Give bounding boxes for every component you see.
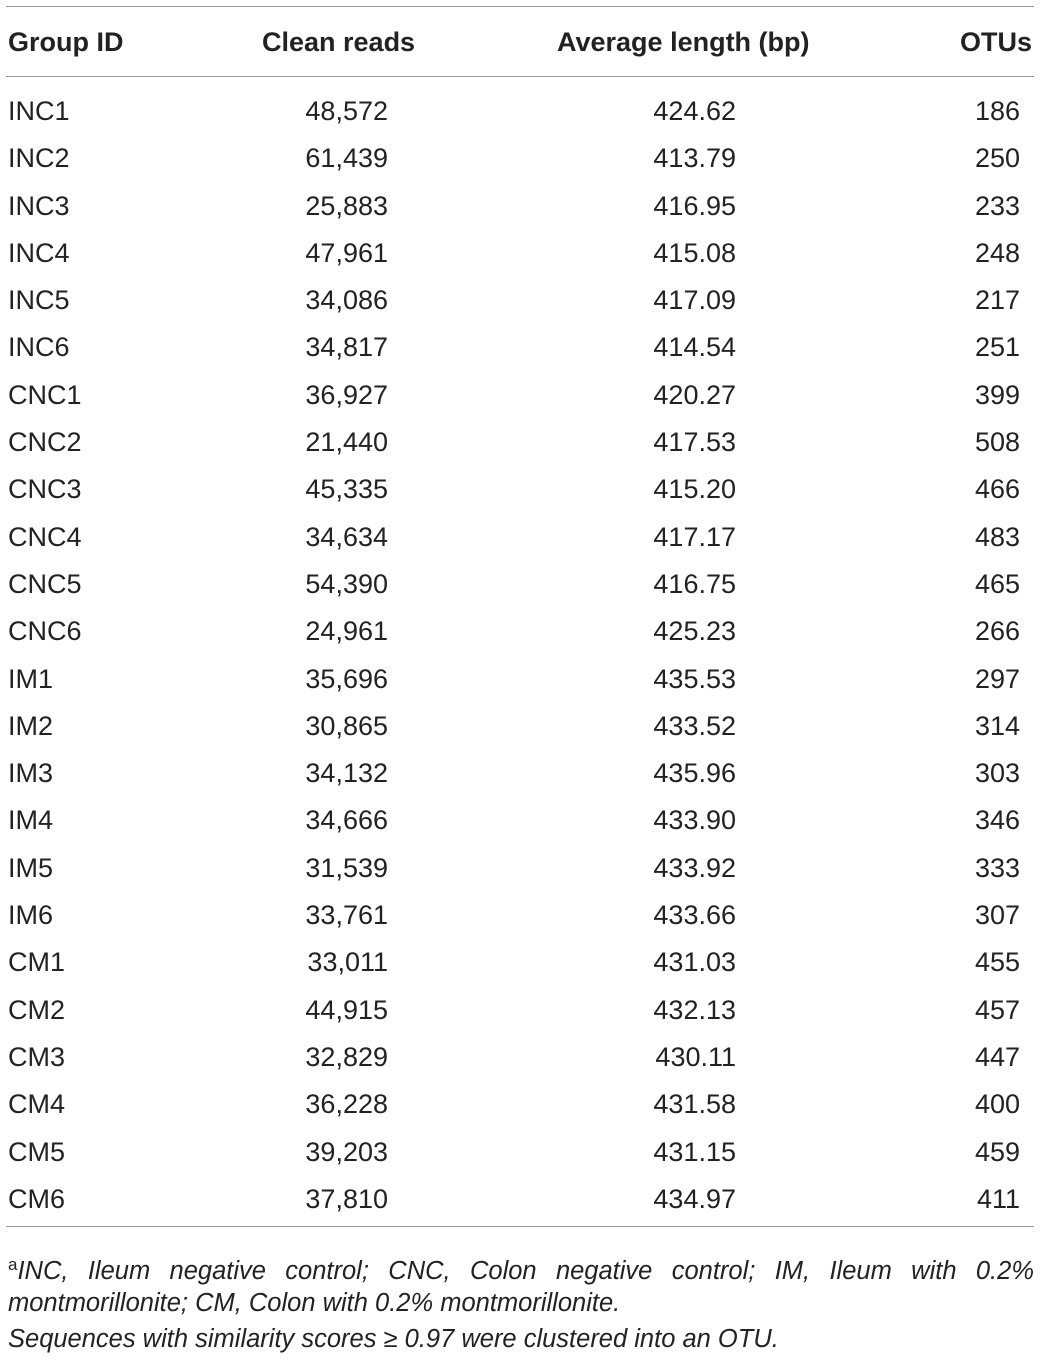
cell-otus: 459 bbox=[974, 1136, 1020, 1167]
cell-clean-reads: 30,865 bbox=[305, 710, 388, 741]
cell-group-id: IM4 bbox=[8, 805, 54, 836]
cell-clean-reads: 32,829 bbox=[305, 1041, 388, 1072]
table-top-rule bbox=[6, 6, 1034, 7]
footnote-line-3: Sequences with similarity scores ≥ 0.97 were clustered into an OTU. bbox=[8, 1325, 779, 1353]
cell-group-id: CM5 bbox=[8, 1136, 66, 1167]
cell-otus: 266 bbox=[974, 616, 1020, 647]
cell-otus: 455 bbox=[974, 947, 1020, 978]
cell-clean-reads: 36,228 bbox=[305, 1089, 388, 1120]
cell-otus: 483 bbox=[974, 521, 1020, 552]
cell-group-id: INC3 bbox=[8, 190, 70, 221]
table-row bbox=[0, 797, 1040, 844]
cell-group-id: CNC3 bbox=[8, 474, 82, 505]
cell-average-length: 424.62 bbox=[653, 96, 736, 126]
cell-average-length: 430.11 bbox=[655, 1041, 736, 1072]
cell-average-length: 432.13 bbox=[653, 994, 736, 1025]
cell-clean-reads: 54,390 bbox=[305, 568, 388, 599]
table-row bbox=[0, 230, 1040, 277]
cell-group-id: CM6 bbox=[8, 1183, 66, 1214]
cell-clean-reads: 34,817 bbox=[305, 332, 388, 363]
header-group-id: Group ID bbox=[8, 27, 124, 57]
table-row bbox=[0, 1034, 1040, 1081]
cell-otus: 447 bbox=[974, 1041, 1020, 1072]
cell-average-length: 433.52 bbox=[653, 710, 736, 741]
header-rule bbox=[6, 76, 1034, 77]
footnote-line-2: montmorillonite; CM, Colon with 0.2% montmorillonite. bbox=[8, 1289, 621, 1317]
cell-otus: 251 bbox=[974, 332, 1020, 363]
cell-otus: 250 bbox=[974, 143, 1020, 174]
cell-group-id: CNC1 bbox=[8, 379, 82, 410]
cell-average-length: 431.58 bbox=[653, 1089, 736, 1120]
table-row bbox=[0, 514, 1040, 561]
cell-group-id: CM1 bbox=[8, 947, 66, 978]
cell-otus: 307 bbox=[974, 900, 1020, 931]
cell-otus: 465 bbox=[974, 568, 1020, 599]
cell-group-id: IM3 bbox=[8, 758, 54, 789]
cell-group-id: CNC6 bbox=[8, 616, 82, 647]
cell-otus: 466 bbox=[974, 474, 1020, 505]
cell-average-length: 417.17 bbox=[653, 521, 736, 552]
cell-group-id: CM2 bbox=[8, 994, 66, 1025]
cell-otus: 411 bbox=[976, 1183, 1020, 1214]
table-row bbox=[0, 419, 1040, 466]
table-row bbox=[0, 466, 1040, 513]
table-row bbox=[0, 750, 1040, 797]
cell-group-id: CNC2 bbox=[8, 427, 82, 458]
cell-clean-reads: 31,539 bbox=[305, 852, 388, 883]
cell-clean-reads: 61,439 bbox=[305, 143, 388, 174]
cell-average-length: 431.03 bbox=[653, 947, 736, 978]
cell-average-length: 416.75 bbox=[653, 568, 736, 599]
cell-group-id: INC1 bbox=[8, 96, 70, 126]
cell-otus: 233 bbox=[974, 190, 1020, 221]
table-row bbox=[0, 324, 1040, 371]
cell-clean-reads: 39,203 bbox=[305, 1136, 388, 1167]
cell-clean-reads: 48,572 bbox=[305, 96, 388, 126]
table-row bbox=[0, 561, 1040, 608]
cell-clean-reads: 34,086 bbox=[305, 285, 388, 316]
cell-average-length: 431.15 bbox=[653, 1136, 736, 1167]
cell-otus: 303 bbox=[974, 758, 1020, 789]
header-average-length: Average length (bp) bbox=[557, 27, 810, 57]
table-body bbox=[0, 88, 1040, 1223]
cell-group-id: IM5 bbox=[8, 852, 54, 883]
table-row bbox=[0, 987, 1040, 1034]
cell-average-length: 425.23 bbox=[653, 616, 736, 647]
cell-group-id: IM1 bbox=[8, 663, 54, 694]
table-row bbox=[0, 939, 1040, 986]
cell-clean-reads: 45,335 bbox=[305, 474, 388, 505]
cell-average-length: 435.96 bbox=[653, 758, 736, 789]
cell-clean-reads: 33,011 bbox=[307, 947, 388, 978]
cell-group-id: INC2 bbox=[8, 143, 70, 174]
table-row bbox=[0, 703, 1040, 750]
cell-otus: 346 bbox=[974, 805, 1020, 836]
table-row bbox=[0, 372, 1040, 419]
footnote-text-1: INC, Ileum negative control; CNC, Colon negative control; IM, Ileum with 0.2% bbox=[17, 1257, 1034, 1285]
cell-average-length: 434.97 bbox=[653, 1183, 736, 1214]
cell-group-id: INC6 bbox=[8, 332, 70, 363]
cell-group-id: CNC5 bbox=[8, 568, 82, 599]
cell-otus: 508 bbox=[974, 427, 1020, 458]
cell-group-id: IM2 bbox=[8, 710, 54, 741]
table-row bbox=[0, 892, 1040, 939]
cell-average-length: 435.53 bbox=[653, 663, 736, 694]
table-row bbox=[0, 183, 1040, 230]
cell-group-id: CNC4 bbox=[8, 521, 82, 552]
cell-otus: 400 bbox=[974, 1089, 1020, 1120]
cell-average-length: 433.92 bbox=[653, 852, 736, 883]
table-bottom-rule bbox=[6, 1226, 1034, 1227]
cell-otus: 248 bbox=[974, 237, 1020, 268]
cell-group-id: CM4 bbox=[8, 1089, 66, 1120]
cell-clean-reads: 36,927 bbox=[305, 379, 388, 410]
cell-average-length: 433.66 bbox=[653, 900, 736, 931]
cell-clean-reads: 35,696 bbox=[305, 663, 388, 694]
cell-group-id: IM6 bbox=[8, 900, 54, 931]
header-otus: OTUs bbox=[959, 27, 1032, 57]
cell-group-id: CM3 bbox=[8, 1041, 66, 1072]
cell-clean-reads: 37,810 bbox=[305, 1183, 388, 1214]
cell-average-length: 413.79 bbox=[653, 143, 736, 174]
cell-average-length: 420.27 bbox=[653, 379, 736, 410]
cell-clean-reads: 21,440 bbox=[305, 427, 388, 458]
cell-otus: 333 bbox=[974, 852, 1020, 883]
cell-clean-reads: 25,883 bbox=[305, 190, 388, 221]
table-row bbox=[0, 88, 1040, 135]
cell-clean-reads: 34,132 bbox=[305, 758, 388, 789]
cell-clean-reads: 34,634 bbox=[305, 521, 388, 552]
cell-otus: 217 bbox=[974, 285, 1020, 316]
cell-average-length: 416.95 bbox=[653, 190, 736, 221]
cell-average-length: 433.90 bbox=[653, 805, 736, 836]
cell-average-length: 414.54 bbox=[653, 332, 736, 363]
table-row bbox=[0, 656, 1040, 703]
cell-group-id: INC5 bbox=[8, 285, 70, 316]
table-row bbox=[0, 1176, 1040, 1223]
table-row bbox=[0, 1081, 1040, 1128]
table-row bbox=[0, 608, 1040, 655]
cell-average-length: 417.09 bbox=[653, 285, 736, 316]
cell-otus: 297 bbox=[974, 663, 1020, 694]
cell-average-length: 415.08 bbox=[653, 237, 736, 268]
header-clean-reads: Clean reads bbox=[262, 27, 416, 57]
cell-otus: 457 bbox=[974, 994, 1020, 1025]
cell-group-id: INC4 bbox=[8, 237, 70, 268]
cell-otus: 314 bbox=[974, 710, 1020, 741]
table-row bbox=[0, 845, 1040, 892]
cell-average-length: 417.53 bbox=[653, 427, 736, 458]
cell-clean-reads: 44,915 bbox=[305, 994, 388, 1025]
cell-clean-reads: 33,761 bbox=[305, 900, 388, 931]
table-row bbox=[0, 135, 1040, 182]
cell-clean-reads: 24,961 bbox=[305, 616, 388, 647]
cell-otus: 186 bbox=[974, 96, 1020, 126]
cell-clean-reads: 47,961 bbox=[305, 237, 388, 268]
cell-otus: 399 bbox=[974, 379, 1020, 410]
cell-average-length: 415.20 bbox=[653, 474, 736, 505]
footnote-marker: a bbox=[8, 1255, 18, 1274]
cell-clean-reads: 34,666 bbox=[305, 805, 388, 836]
table-row bbox=[0, 277, 1040, 324]
table-row bbox=[0, 1129, 1040, 1176]
